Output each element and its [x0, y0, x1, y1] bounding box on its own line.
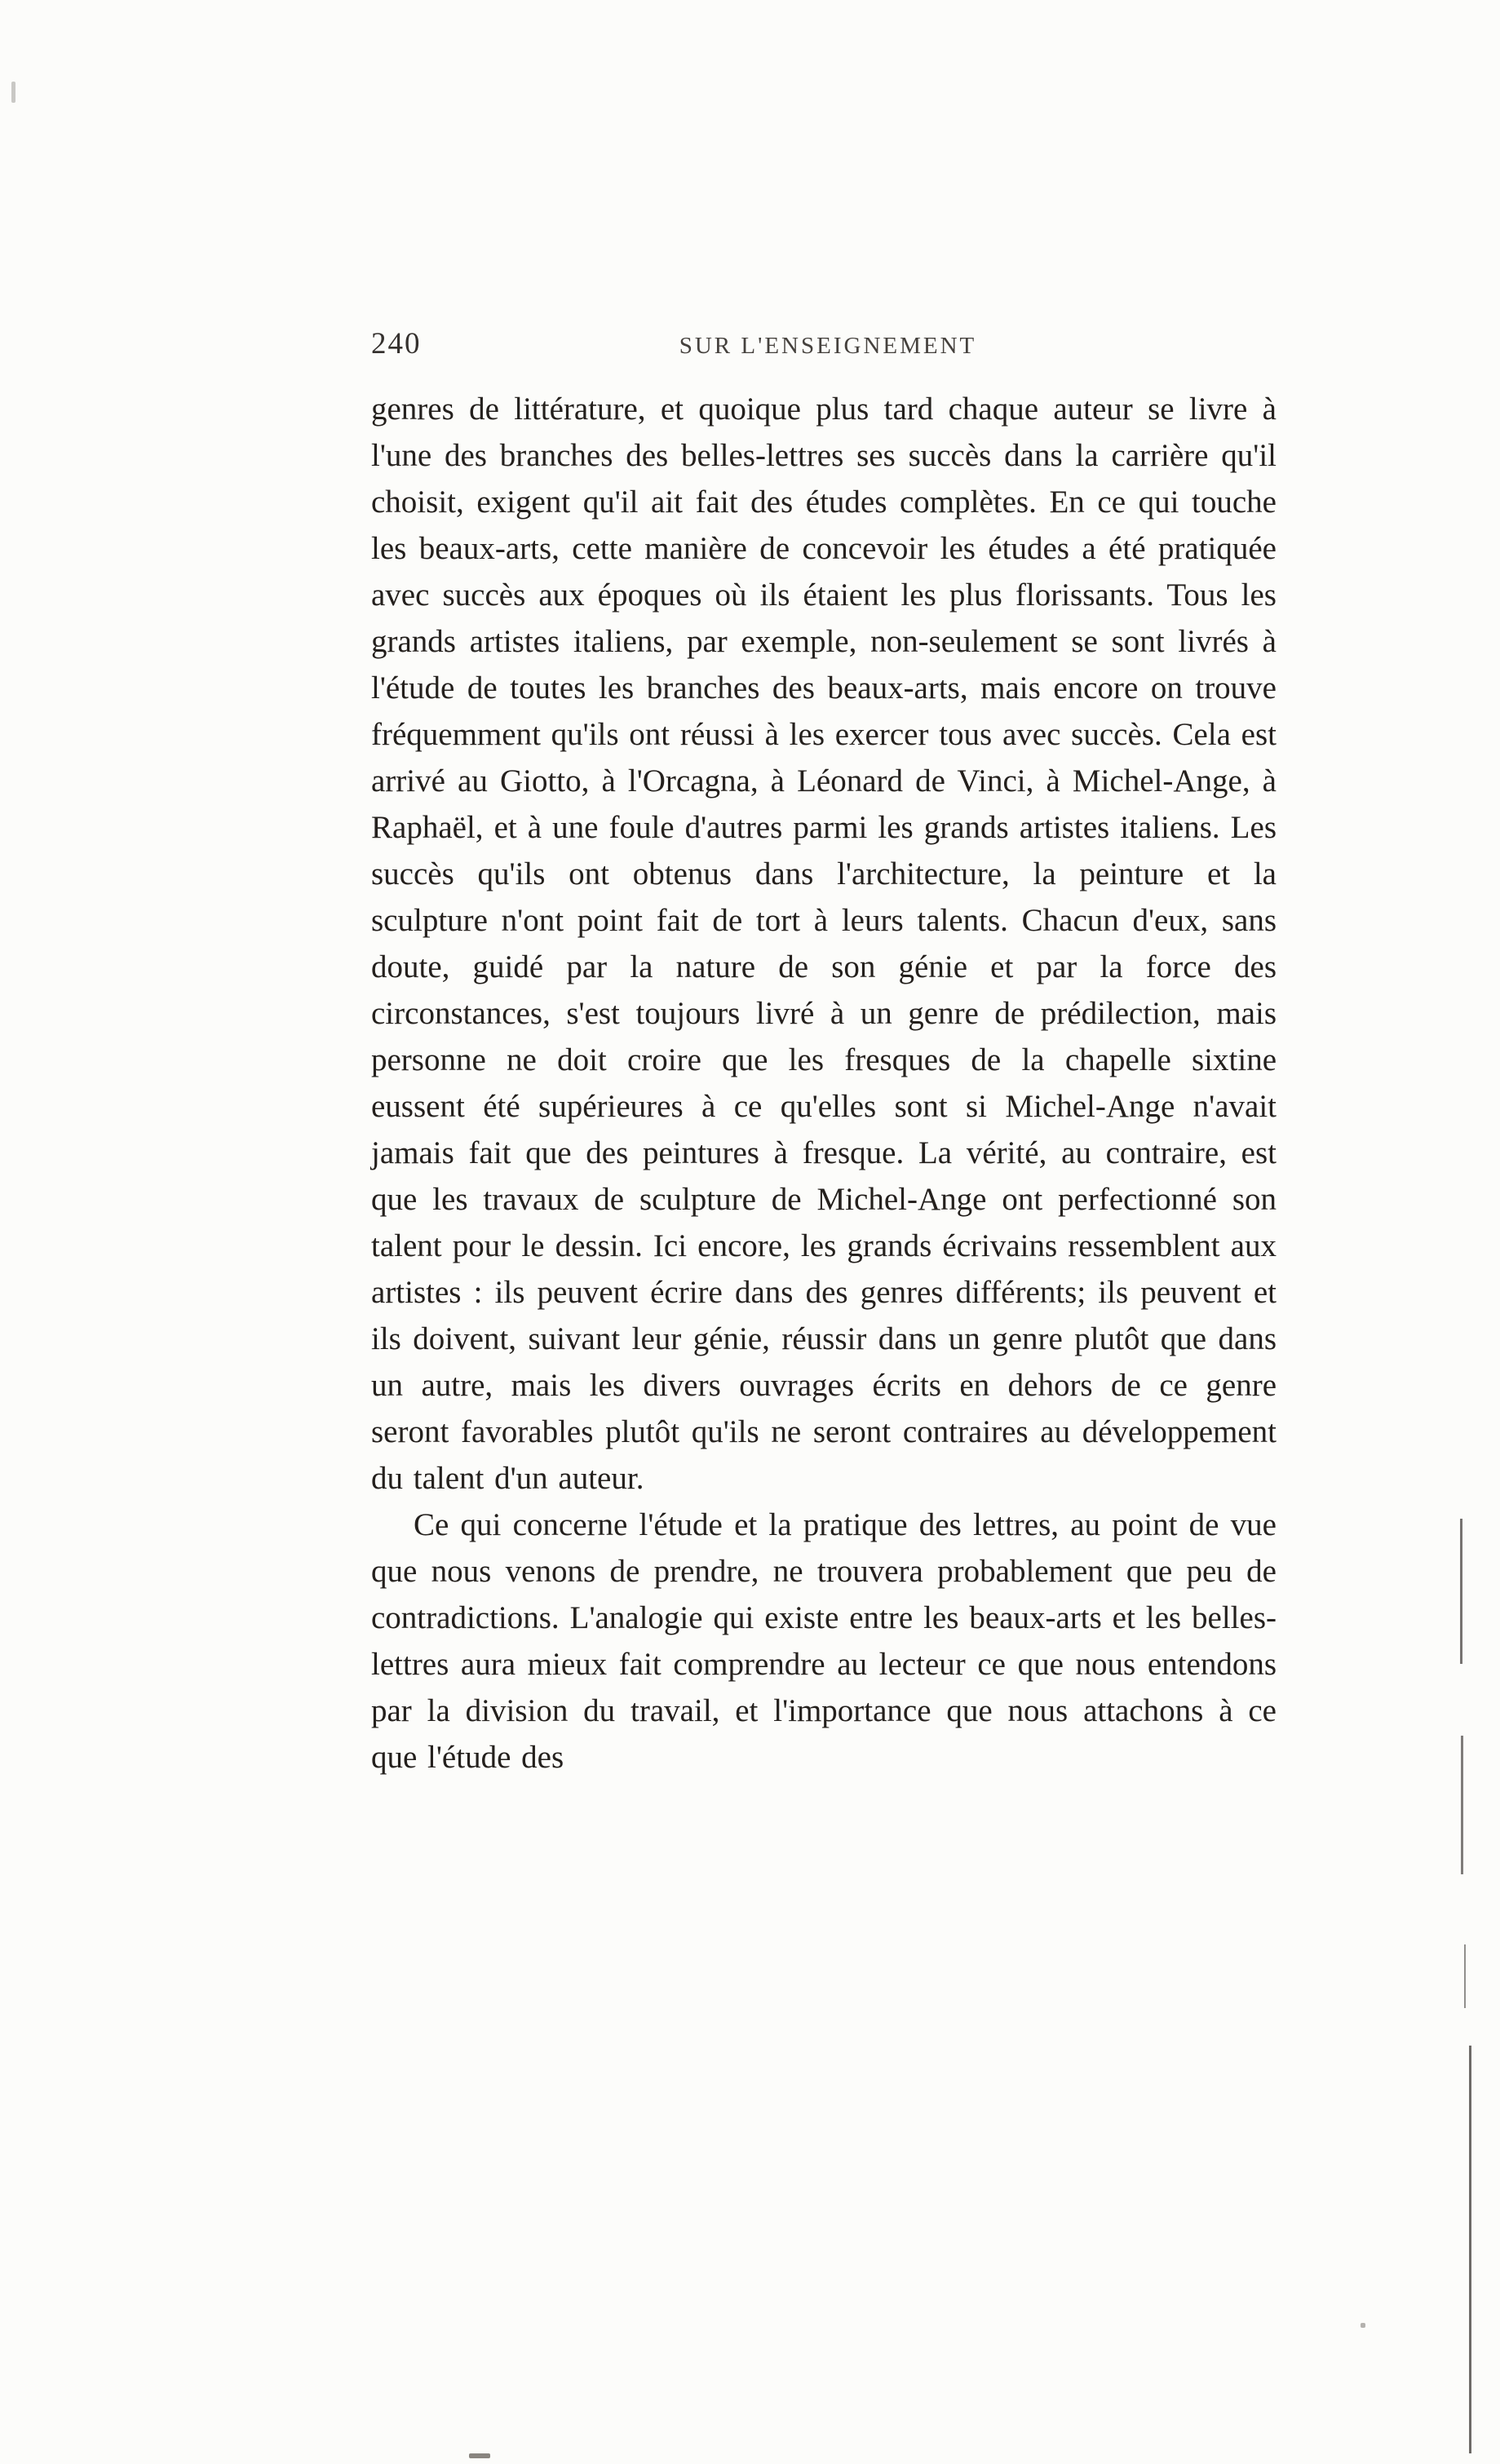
- scan-artifact-line: [1469, 2046, 1471, 2453]
- text-block: [371, 326, 1277, 1781]
- scan-speck: [469, 2453, 490, 2458]
- scan-artifact-line: [1461, 1736, 1463, 1874]
- page-number: 240: [371, 327, 422, 361]
- paragraph: Ce qui concerne l'étude et la pratique des lettres, au point de vue que nous venons de prendre, ne trouvera probablement que peu de contradictions. L'analogie qui existe entre les beaux-arts et les belles-lettres aura mieux fait comprendre au lecteur ce que nous entendons par la division du travail, et l'importance que nous attachons à ce que l'étude des: [371, 1507, 1277, 1775]
- scan-speck: [11, 82, 15, 103]
- scan-artifact-line: [1460, 1519, 1462, 1664]
- body-text: [371, 386, 1277, 1781]
- paragraph: genres de littérature, et quoique plus tard chaque auteur se livre à l'une des branches des belles-lettres ses succès dans la carrière qu'il choisit, exigent qu'il ait fait des études complètes. En ce qui touche les beaux-arts, cette manière de concevoir les études a été pratiquée avec succès aux époques où ils étaient les plus florissants. Tous les grands artistes italiens, par exemple, non-seulement se sont livrés à l'étude de toutes les branches des beaux-arts, mais encore on trouve fréquemment qu'ils ont réussi à les exercer tous avec succès. Cela est arrivé au Giotto, à l'Orcagna, à Léonard de Vinci, à Michel-Ange, à Raphaël, et à une foule d'autres parmi les grands artistes italiens. Les succès qu'ils ont obtenus dans l'architecture, la peinture et la sculpture n'ont point fait de tort à leurs talents. Chacun d'eux, sans doute, guidé par la nature de son génie et par la force des circonstances, s'est toujours livré à un genre de prédilection, mais personne ne doit croire que les fresques de la chapelle sixtine eussent été supérieures à ce qu'elles sont si Michel-Ange n'avait jamais fait que des peintures à fresque. La vérité, au contraire, est que les travaux de sculpture de Michel-Ange ont perfectionné son talent pour le dessin. Ici encore, les grands écrivains ressemblent aux artistes : ils peuvent écrire dans des genres différents; ils peuvent et ils doivent, suivant leur génie, réussir dans un genre plutôt que dans un autre, mais les divers ouvrages écrits en dehors de ce genre seront favorables plutôt qu'ils ne seront contraires au développement du talent d'un auteur.: [371, 391, 1277, 1496]
- running-head: [371, 326, 1277, 361]
- scan-artifact-line: [1464, 1944, 1466, 2008]
- running-header-title: SUR L'ENSEIGNEMENT: [679, 333, 977, 359]
- scan-speck: [1361, 2323, 1365, 2328]
